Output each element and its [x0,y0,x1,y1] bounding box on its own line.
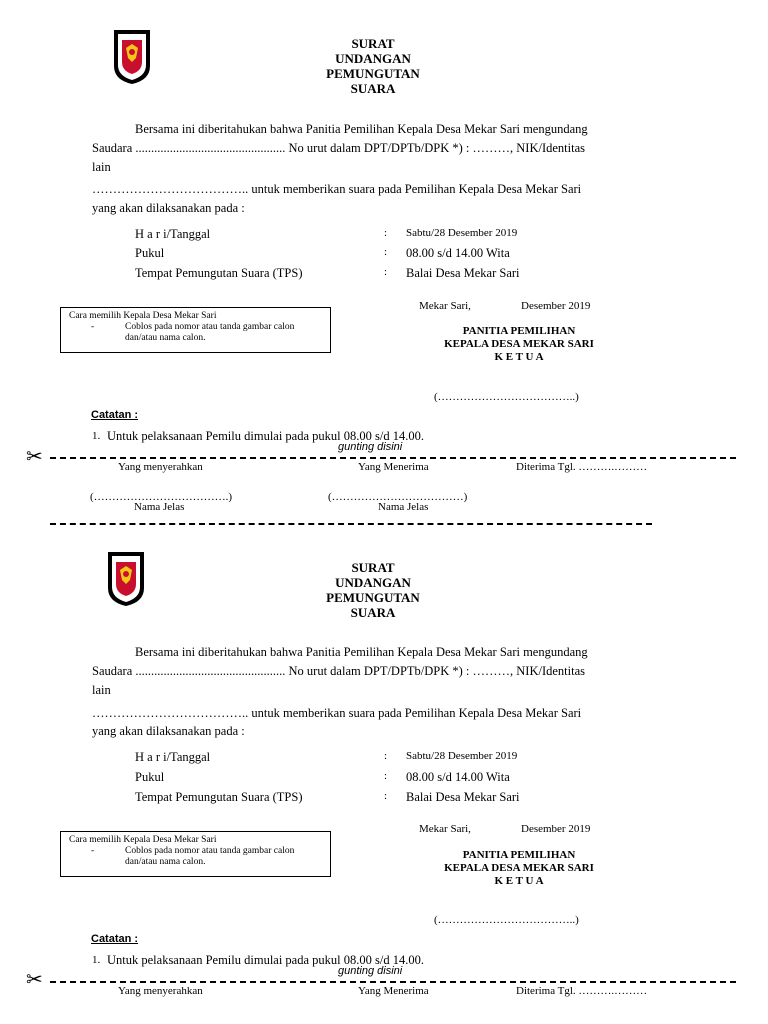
kpu-logo-icon [104,26,156,84]
receipt-name-label-1: Nama Jelas [134,501,185,513]
para1-line3: lain [92,160,111,174]
para1-line1: Bersama ini diberitahukan bahwa Panitia Pemilihan Kepala Desa Mekar Sari mengundang [135,645,588,659]
note-number: 1. [92,430,101,442]
note-heading: Catatan : [91,409,139,421]
separator-line [50,523,652,525]
detail-sep-day: : [384,750,388,762]
para2-line2: yang akan dilaksanakan pada : [92,201,245,215]
instructions-heading: Cara memilih Kepala Desa Mekar Sari [69,835,217,845]
detail-label-time: Pukul [135,770,165,784]
detail-label-place: Tempat Pemungutan Suara (TPS) [135,266,303,280]
note-number: 1. [92,954,101,966]
receipt-receiver: Yang Menerima [358,985,429,997]
detail-sep-time: : [384,770,388,782]
scissors-icon: ✂ [26,446,43,468]
instructions-line2: dan/atau nama calon. [125,857,206,867]
note-text: Untuk pelaksanaan Pemilu dimulai pada pukul 08.00 s/d 14.00. [107,429,424,443]
receipt-giver: Yang menyerahkan [118,461,203,473]
place-label: Mekar Sari, [419,823,471,835]
instructions-heading: Cara memilih Kepala Desa Mekar Sari [69,311,217,321]
note-text: Untuk pelaksanaan Pemilu dimulai pada pukul 08.00 s/d 14.00. [107,953,424,967]
cut-line [50,981,736,983]
receipt-giver: Yang menyerahkan [118,985,203,997]
letter-title: SURAT UNDANGAN PEMUNGUTAN SUARA [326,36,420,96]
cut-line [50,457,736,459]
cut-label: gunting disini [338,965,403,977]
detail-label-place: Tempat Pemungutan Suara (TPS) [135,790,303,804]
para1-line2: Saudara ................................................ No urut dalam DPT/DPTb/DPK *) : ………, NIK/Identitas [92,664,586,678]
scissors-icon: ✂ [26,969,43,991]
place-label: Mekar Sari, [419,300,471,312]
cut-label: gunting disini [338,441,403,453]
month-year: Desember 2019 [521,823,591,835]
detail-label-day: H a r i/Tanggal [135,227,211,241]
detail-sep-place: : [384,266,388,278]
detail-sep-place: : [384,790,388,802]
para1-line3: lain [92,683,111,697]
detail-value-time: 08.00 s/d 14.00 Wita [406,246,510,260]
detail-value-place: Balai Desa Mekar Sari [406,266,520,280]
receipt-giver-sign: (……………………………….) [90,491,233,503]
chairman-signature: (………………………………..) [434,391,579,403]
chairman-signature: (………………………………..) [434,914,579,926]
instructions-line1: Coblos pada nomor atau tanda gambar calon [125,322,295,332]
detail-label-day: H a r i/Tanggal [135,750,211,764]
para1-line2: Saudara ................................................ No urut dalam DPT/DPTb/DPK *) : ………, NIK/Identitas [92,141,586,155]
month-year: Desember 2019 [521,300,591,312]
note-heading: Catatan : [91,933,139,945]
instructions-bullet: - [91,322,95,332]
detail-value-time: 08.00 s/d 14.00 Wita [406,770,510,784]
para1-line1: Bersama ini diberitahukan bahwa Panitia Pemilihan Kepala Desa Mekar Sari mengundang [135,122,588,136]
instructions-line1: Coblos pada nomor atau tanda gambar calon [125,846,295,856]
receipt-name-label-2: Nama Jelas [378,501,429,513]
receipt-receiver-sign: (………………………………) [328,491,468,503]
detail-value-place: Balai Desa Mekar Sari [406,790,520,804]
instructions-bullet: - [91,846,95,856]
detail-sep-day: : [384,227,388,239]
detail-label-time: Pukul [135,246,165,260]
detail-value-day: Sabtu/28 Desember 2019 [406,227,518,239]
receipt-receiver: Yang Menerima [358,461,429,473]
receipt-date: Diterima Tgl. ……….……… [516,461,648,473]
instructions-line2: dan/atau nama calon. [125,333,206,343]
detail-value-day: Sabtu/28 Desember 2019 [406,750,518,762]
para2-line1: ……………………………….. untuk memberikan suara pada Pemilihan Kepala Desa Mekar Sari [92,706,582,720]
para2-line1: ……………………………….. untuk memberikan suara pada Pemilihan Kepala Desa Mekar Sari [92,182,582,196]
receipt-date: Diterima Tgl. ……….……… [516,985,648,997]
kpu-logo-icon [98,548,150,606]
voting-instructions-box [60,307,331,353]
committee-title: PANITIA PEMILIHAN KEPALA DESA MEKAR SARI K E T U A [444,849,594,887]
letter-title: SURAT UNDANGAN PEMUNGUTAN SUARA [326,560,420,620]
voting-instructions-box [60,831,331,877]
detail-sep-time: : [384,246,388,258]
para2-line2: yang akan dilaksanakan pada : [92,724,245,738]
committee-title: PANITIA PEMILIHAN KEPALA DESA MEKAR SARI K E T U A [444,325,594,363]
